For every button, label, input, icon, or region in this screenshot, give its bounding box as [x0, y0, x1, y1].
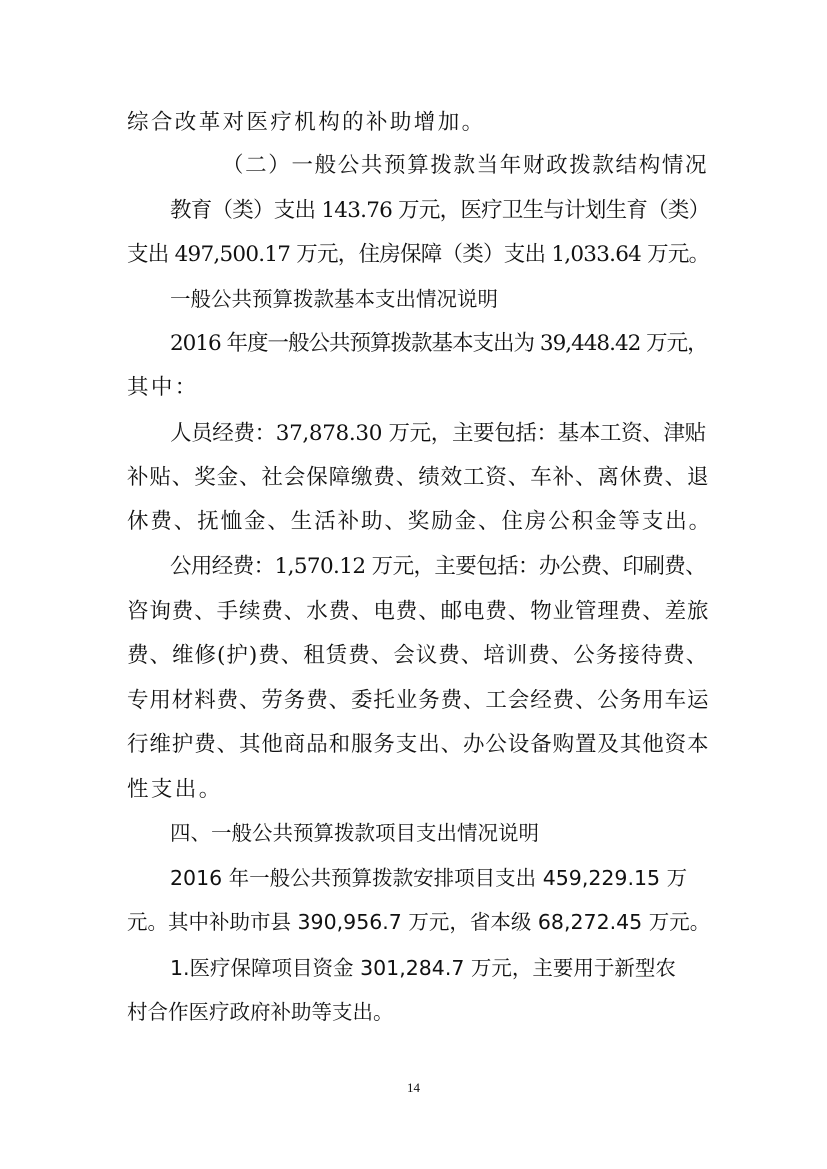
text-line: 1.医疗保障项目资金 301,284.7 万元，主要用于新型农	[170, 956, 676, 980]
text-line: 补贴、奖金、社会保障缴费、绩效工资、车补、离休费、退	[127, 465, 710, 490]
text-line: 2016 年度一般公共预算拨款基本支出为 39,448.42 万元，	[170, 331, 708, 356]
text-line: 公用经费：1,570.12 万元，主要包括：办公费、印刷费、	[170, 554, 707, 579]
text-line: 综合改革对医疗机构的补助增加。	[127, 110, 486, 135]
text-line: 性支出。	[127, 777, 223, 802]
text-line: 费、维修(护)费、租赁费、会议费、培训费、公务接待费、	[127, 643, 709, 668]
section-heading: 一般公共预算拨款基本支出情况说明	[170, 287, 498, 311]
text-line: 教育（类）支出 143.76 万元，医疗卫生与计划生育（类）	[170, 198, 710, 223]
section-heading: 四、一般公共预算拨款项目支出情况说明	[170, 821, 539, 845]
text-line: 支出 497,500.17 万元，住房保障（类）支出 1,033.64 万元。	[127, 242, 710, 267]
text-line: 咨询费、手续费、水费、电费、邮电费、物业管理费、差旅	[127, 599, 710, 624]
text-line: 休费、抚恤金、生活补助、奖励金、住房公积金等支出。	[127, 509, 713, 534]
text-line: 专用材料费、劳务费、委托业务费、工会经费、公务用车运	[127, 688, 710, 713]
text-line: 行维护费、其他商品和服务支出、办公设备购置及其他资本	[127, 732, 710, 757]
text-line: 人员经费：37,878.30 万元，主要包括：基本工资、津贴	[170, 421, 706, 446]
text-line: 村合作医疗政府补助等支出。	[127, 1000, 394, 1024]
text-line: 其中：	[127, 375, 199, 400]
page-number: 14	[407, 1080, 420, 1095]
text-line: 2016 年一般公共预算拨款安排项目支出 459,229.15 万	[170, 866, 688, 890]
text-line: 元。其中补助市县 390,956.7 万元，省本级 68,272.45 万元。	[127, 910, 711, 934]
section-heading: （二）一般公共预算拨款当年财政拨款结构情况	[222, 153, 709, 178]
